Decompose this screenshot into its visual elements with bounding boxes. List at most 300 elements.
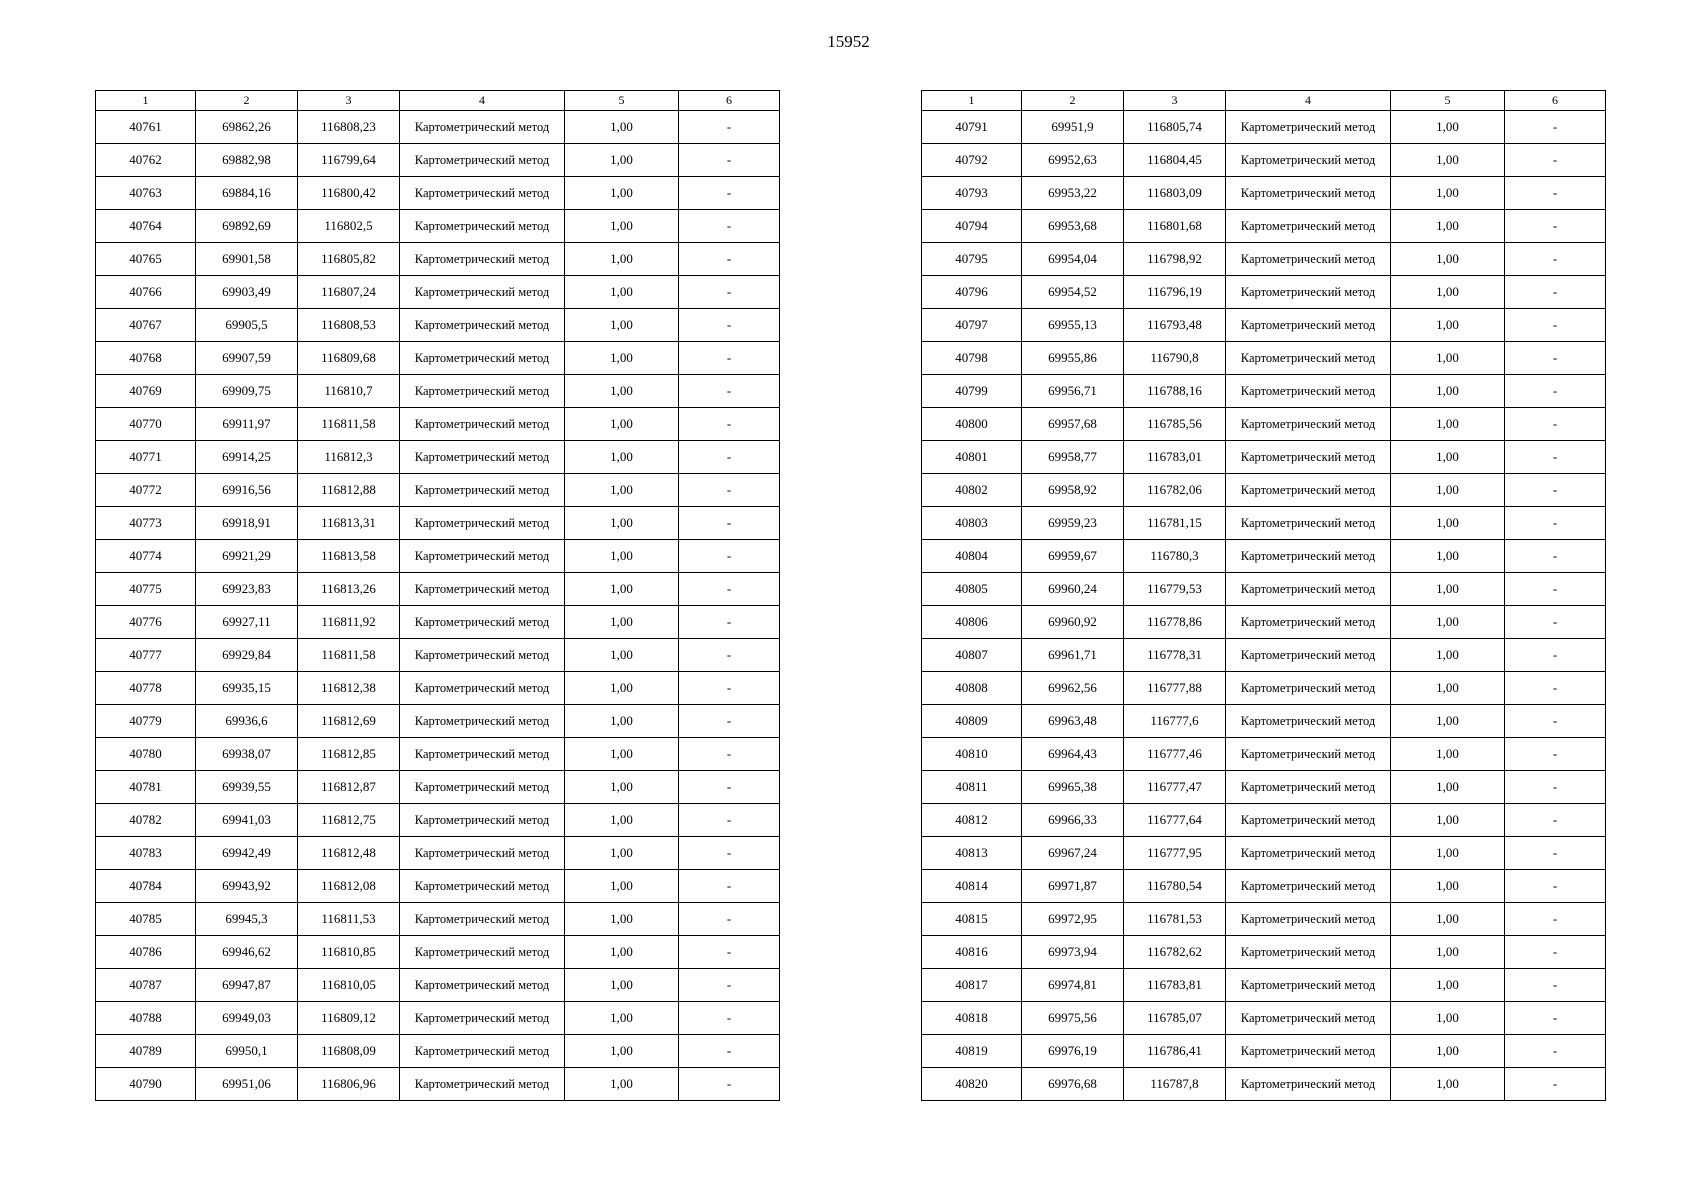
accuracy-cell: 1,00 <box>565 243 679 276</box>
point-number-cell: 40820 <box>922 1068 1022 1101</box>
page-number: 15952 <box>827 32 870 51</box>
table-row <box>922 1068 1606 1101</box>
table-row <box>922 177 1606 210</box>
point-number-cell: 40807 <box>922 639 1022 672</box>
x-coordinate-cell: 69952,63 <box>1022 144 1124 177</box>
method-cell: Картометрический метод <box>400 144 565 177</box>
y-coordinate-cell: 116799,64 <box>298 144 400 177</box>
note-cell: - <box>679 474 780 507</box>
y-coordinate-cell: 116811,58 <box>298 639 400 672</box>
table-row <box>922 573 1606 606</box>
x-coordinate-cell: 69965,38 <box>1022 771 1124 804</box>
table-row <box>922 111 1606 144</box>
table-row <box>96 309 780 342</box>
table-row <box>922 738 1606 771</box>
point-number-cell: 40795 <box>922 243 1022 276</box>
y-coordinate-cell: 116783,01 <box>1124 441 1226 474</box>
x-coordinate-cell: 69951,06 <box>196 1068 298 1101</box>
y-coordinate-cell: 116781,15 <box>1124 507 1226 540</box>
accuracy-cell: 1,00 <box>565 903 679 936</box>
method-cell: Картометрический метод <box>1226 507 1391 540</box>
table-row <box>96 903 780 936</box>
note-cell: - <box>679 1002 780 1035</box>
y-coordinate-cell: 116812,87 <box>298 771 400 804</box>
note-cell: - <box>679 903 780 936</box>
note-cell: - <box>1505 210 1606 243</box>
accuracy-cell: 1,00 <box>1391 1068 1505 1101</box>
accuracy-cell: 1,00 <box>1391 1035 1505 1068</box>
y-coordinate-cell: 116811,53 <box>298 903 400 936</box>
point-number-cell: 40805 <box>922 573 1022 606</box>
x-coordinate-cell: 69958,92 <box>1022 474 1124 507</box>
table-row <box>96 375 780 408</box>
accuracy-cell: 1,00 <box>565 1002 679 1035</box>
table-body <box>96 111 780 1101</box>
table-row <box>96 639 780 672</box>
accuracy-cell: 1,00 <box>565 771 679 804</box>
y-coordinate-cell: 116812,3 <box>298 441 400 474</box>
table-row <box>922 210 1606 243</box>
point-number-cell: 40810 <box>922 738 1022 771</box>
y-coordinate-cell: 116803,09 <box>1124 177 1226 210</box>
x-coordinate-cell: 69971,87 <box>1022 870 1124 903</box>
table-row <box>96 672 780 705</box>
y-coordinate-cell: 116790,8 <box>1124 342 1226 375</box>
point-number-cell: 40816 <box>922 936 1022 969</box>
note-cell: - <box>1505 243 1606 276</box>
note-cell: - <box>1505 903 1606 936</box>
note-cell: - <box>1505 936 1606 969</box>
x-coordinate-cell: 69921,29 <box>196 540 298 573</box>
accuracy-cell: 1,00 <box>565 672 679 705</box>
point-number-cell: 40798 <box>922 342 1022 375</box>
y-coordinate-cell: 116805,74 <box>1124 111 1226 144</box>
method-cell: Картометрический метод <box>1226 936 1391 969</box>
accuracy-cell: 1,00 <box>565 705 679 738</box>
method-cell: Картометрический метод <box>400 1068 565 1101</box>
note-cell: - <box>1505 177 1606 210</box>
method-cell: Картометрический метод <box>400 342 565 375</box>
y-coordinate-cell: 116813,26 <box>298 573 400 606</box>
point-number-cell: 40819 <box>922 1035 1022 1068</box>
table-row <box>96 573 780 606</box>
y-coordinate-cell: 116782,62 <box>1124 936 1226 969</box>
note-cell: - <box>679 969 780 1002</box>
note-cell: - <box>679 342 780 375</box>
method-cell: Картометрический метод <box>400 441 565 474</box>
note-cell: - <box>679 408 780 441</box>
note-cell: - <box>1505 705 1606 738</box>
point-number-cell: 40787 <box>96 969 196 1002</box>
table-row <box>96 342 780 375</box>
x-coordinate-cell: 69953,68 <box>1022 210 1124 243</box>
accuracy-cell: 1,00 <box>565 969 679 1002</box>
x-coordinate-cell: 69960,24 <box>1022 573 1124 606</box>
point-number-cell: 40790 <box>96 1068 196 1101</box>
x-coordinate-cell: 69963,48 <box>1022 705 1124 738</box>
table-row <box>96 804 780 837</box>
table-row <box>922 1035 1606 1068</box>
method-cell: Картометрический метод <box>1226 771 1391 804</box>
accuracy-cell: 1,00 <box>565 606 679 639</box>
x-coordinate-cell: 69946,62 <box>196 936 298 969</box>
table-row <box>96 705 780 738</box>
table-row <box>922 507 1606 540</box>
accuracy-cell: 1,00 <box>565 1068 679 1101</box>
x-coordinate-cell: 69959,23 <box>1022 507 1124 540</box>
y-coordinate-cell: 116808,09 <box>298 1035 400 1068</box>
x-coordinate-cell: 69882,98 <box>196 144 298 177</box>
y-coordinate-cell: 116812,08 <box>298 870 400 903</box>
x-coordinate-cell: 69955,13 <box>1022 309 1124 342</box>
table-row <box>96 210 780 243</box>
point-number-cell: 40772 <box>96 474 196 507</box>
column-header: 2 <box>1022 91 1124 111</box>
y-coordinate-cell: 116796,19 <box>1124 276 1226 309</box>
point-number-cell: 40802 <box>922 474 1022 507</box>
accuracy-cell: 1,00 <box>565 210 679 243</box>
table-row <box>922 804 1606 837</box>
x-coordinate-cell: 69927,11 <box>196 606 298 639</box>
x-coordinate-cell: 69976,19 <box>1022 1035 1124 1068</box>
accuracy-cell: 1,00 <box>1391 276 1505 309</box>
accuracy-cell: 1,00 <box>1391 606 1505 639</box>
note-cell: - <box>679 738 780 771</box>
accuracy-cell: 1,00 <box>565 111 679 144</box>
table-row <box>96 408 780 441</box>
note-cell: - <box>679 870 780 903</box>
table-row <box>96 177 780 210</box>
method-cell: Картометрический метод <box>400 474 565 507</box>
table-row <box>96 969 780 1002</box>
accuracy-cell: 1,00 <box>565 177 679 210</box>
note-cell: - <box>679 243 780 276</box>
accuracy-cell: 1,00 <box>565 474 679 507</box>
note-cell: - <box>679 540 780 573</box>
method-cell: Картометрический метод <box>1226 342 1391 375</box>
x-coordinate-cell: 69923,83 <box>196 573 298 606</box>
method-cell: Картометрический метод <box>1226 111 1391 144</box>
method-cell: Картометрический метод <box>1226 870 1391 903</box>
point-number-cell: 40766 <box>96 276 196 309</box>
point-number-cell: 40818 <box>922 1002 1022 1035</box>
accuracy-cell: 1,00 <box>1391 507 1505 540</box>
x-coordinate-cell: 69949,03 <box>196 1002 298 1035</box>
x-coordinate-cell: 69884,16 <box>196 177 298 210</box>
point-number-cell: 40785 <box>96 903 196 936</box>
x-coordinate-cell: 69862,26 <box>196 111 298 144</box>
method-cell: Картометрический метод <box>400 309 565 342</box>
accuracy-cell: 1,00 <box>565 375 679 408</box>
point-number-cell: 40817 <box>922 969 1022 1002</box>
note-cell: - <box>1505 969 1606 1002</box>
table-row <box>96 837 780 870</box>
table-row <box>96 243 780 276</box>
x-coordinate-cell: 69966,33 <box>1022 804 1124 837</box>
note-cell: - <box>1505 111 1606 144</box>
column-header: 6 <box>679 91 780 111</box>
y-coordinate-cell: 116777,88 <box>1124 672 1226 705</box>
x-coordinate-cell: 69935,15 <box>196 672 298 705</box>
point-number-cell: 40762 <box>96 144 196 177</box>
note-cell: - <box>679 936 780 969</box>
accuracy-cell: 1,00 <box>565 738 679 771</box>
method-cell: Картометрический метод <box>400 837 565 870</box>
y-coordinate-cell: 116813,31 <box>298 507 400 540</box>
note-cell: - <box>679 771 780 804</box>
point-number-cell: 40809 <box>922 705 1022 738</box>
x-coordinate-cell: 69975,56 <box>1022 1002 1124 1035</box>
accuracy-cell: 1,00 <box>1391 342 1505 375</box>
accuracy-cell: 1,00 <box>565 276 679 309</box>
table-row <box>96 474 780 507</box>
accuracy-cell: 1,00 <box>1391 474 1505 507</box>
x-coordinate-cell: 69943,92 <box>196 870 298 903</box>
accuracy-cell: 1,00 <box>565 144 679 177</box>
method-cell: Картометрический метод <box>1226 276 1391 309</box>
method-cell: Картометрический метод <box>400 672 565 705</box>
method-cell: Картометрический метод <box>400 639 565 672</box>
table-row <box>96 1068 780 1101</box>
method-cell: Картометрический метод <box>400 936 565 969</box>
method-cell: Картометрический метод <box>1226 309 1391 342</box>
table-row <box>96 936 780 969</box>
y-coordinate-cell: 116780,54 <box>1124 870 1226 903</box>
method-cell: Картометрический метод <box>400 375 565 408</box>
method-cell: Картометрический метод <box>1226 375 1391 408</box>
point-number-cell: 40773 <box>96 507 196 540</box>
x-coordinate-cell: 69960,92 <box>1022 606 1124 639</box>
table-row <box>922 342 1606 375</box>
x-coordinate-cell: 69967,24 <box>1022 837 1124 870</box>
column-header: 4 <box>400 91 565 111</box>
y-coordinate-cell: 116777,47 <box>1124 771 1226 804</box>
point-number-cell: 40761 <box>96 111 196 144</box>
method-cell: Картометрический метод <box>1226 969 1391 1002</box>
table-body <box>922 111 1606 1101</box>
accuracy-cell: 1,00 <box>1391 309 1505 342</box>
method-cell: Картометрический метод <box>1226 705 1391 738</box>
x-coordinate-cell: 69959,67 <box>1022 540 1124 573</box>
method-cell: Картометрический метод <box>400 210 565 243</box>
note-cell: - <box>679 144 780 177</box>
x-coordinate-cell: 69907,59 <box>196 342 298 375</box>
point-number-cell: 40783 <box>96 837 196 870</box>
y-coordinate-cell: 116812,88 <box>298 474 400 507</box>
y-coordinate-cell: 116787,8 <box>1124 1068 1226 1101</box>
y-coordinate-cell: 116777,64 <box>1124 804 1226 837</box>
method-cell: Картометрический метод <box>400 573 565 606</box>
point-number-cell: 40801 <box>922 441 1022 474</box>
method-cell: Картометрический метод <box>400 276 565 309</box>
note-cell: - <box>679 111 780 144</box>
note-cell: - <box>1505 1035 1606 1068</box>
accuracy-cell: 1,00 <box>1391 705 1505 738</box>
y-coordinate-cell: 116778,86 <box>1124 606 1226 639</box>
y-coordinate-cell: 116801,68 <box>1124 210 1226 243</box>
point-number-cell: 40799 <box>922 375 1022 408</box>
method-cell: Картометрический метод <box>1226 1068 1391 1101</box>
method-cell: Картометрический метод <box>400 738 565 771</box>
point-number-cell: 40812 <box>922 804 1022 837</box>
method-cell: Картометрический метод <box>400 111 565 144</box>
point-number-cell: 40784 <box>96 870 196 903</box>
method-cell: Картометрический метод <box>1226 210 1391 243</box>
method-cell: Картометрический метод <box>1226 408 1391 441</box>
point-number-cell: 40811 <box>922 771 1022 804</box>
note-cell: - <box>679 1068 780 1101</box>
note-cell: - <box>1505 309 1606 342</box>
y-coordinate-cell: 116777,6 <box>1124 705 1226 738</box>
coordinates-table-right <box>921 90 1606 1101</box>
x-coordinate-cell: 69911,97 <box>196 408 298 441</box>
x-coordinate-cell: 69939,55 <box>196 771 298 804</box>
table-row <box>922 1002 1606 1035</box>
note-cell: - <box>1505 738 1606 771</box>
accuracy-cell: 1,00 <box>565 804 679 837</box>
table-row <box>922 441 1606 474</box>
y-coordinate-cell: 116781,53 <box>1124 903 1226 936</box>
note-cell: - <box>679 837 780 870</box>
table-header-row <box>96 91 780 111</box>
accuracy-cell: 1,00 <box>1391 969 1505 1002</box>
table-row <box>922 969 1606 1002</box>
column-header: 3 <box>1124 91 1226 111</box>
method-cell: Картометрический метод <box>400 771 565 804</box>
y-coordinate-cell: 116779,53 <box>1124 573 1226 606</box>
note-cell: - <box>1505 342 1606 375</box>
y-coordinate-cell: 116788,16 <box>1124 375 1226 408</box>
point-number-cell: 40804 <box>922 540 1022 573</box>
accuracy-cell: 1,00 <box>565 408 679 441</box>
point-number-cell: 40765 <box>96 243 196 276</box>
accuracy-cell: 1,00 <box>1391 441 1505 474</box>
note-cell: - <box>1505 606 1606 639</box>
table-row <box>96 144 780 177</box>
y-coordinate-cell: 116804,45 <box>1124 144 1226 177</box>
y-coordinate-cell: 116785,56 <box>1124 408 1226 441</box>
method-cell: Картометрический метод <box>1226 540 1391 573</box>
table-row <box>922 705 1606 738</box>
x-coordinate-cell: 69973,94 <box>1022 936 1124 969</box>
point-number-cell: 40786 <box>96 936 196 969</box>
point-number-cell: 40793 <box>922 177 1022 210</box>
table-header-row <box>922 91 1606 111</box>
method-cell: Картометрический метод <box>1226 474 1391 507</box>
accuracy-cell: 1,00 <box>1391 738 1505 771</box>
x-coordinate-cell: 69955,86 <box>1022 342 1124 375</box>
method-cell: Картометрический метод <box>400 903 565 936</box>
point-number-cell: 40794 <box>922 210 1022 243</box>
accuracy-cell: 1,00 <box>1391 1002 1505 1035</box>
note-cell: - <box>1505 375 1606 408</box>
method-cell: Картометрический метод <box>1226 144 1391 177</box>
point-number-cell: 40775 <box>96 573 196 606</box>
x-coordinate-cell: 69951,9 <box>1022 111 1124 144</box>
point-number-cell: 40768 <box>96 342 196 375</box>
method-cell: Картометрический метод <box>400 606 565 639</box>
method-cell: Картометрический метод <box>400 507 565 540</box>
point-number-cell: 40792 <box>922 144 1022 177</box>
y-coordinate-cell: 116777,95 <box>1124 837 1226 870</box>
note-cell: - <box>1505 1002 1606 1035</box>
x-coordinate-cell: 69958,77 <box>1022 441 1124 474</box>
point-number-cell: 40796 <box>922 276 1022 309</box>
y-coordinate-cell: 116811,58 <box>298 408 400 441</box>
table-row <box>922 771 1606 804</box>
table-row <box>96 1035 780 1068</box>
note-cell: - <box>1505 573 1606 606</box>
y-coordinate-cell: 116777,46 <box>1124 738 1226 771</box>
y-coordinate-cell: 116800,42 <box>298 177 400 210</box>
note-cell: - <box>679 441 780 474</box>
y-coordinate-cell: 116808,53 <box>298 309 400 342</box>
note-cell: - <box>679 705 780 738</box>
column-header: 5 <box>565 91 679 111</box>
table-row <box>96 276 780 309</box>
method-cell: Картометрический метод <box>1226 639 1391 672</box>
point-number-cell: 40774 <box>96 540 196 573</box>
accuracy-cell: 1,00 <box>1391 870 1505 903</box>
y-coordinate-cell: 116813,58 <box>298 540 400 573</box>
note-cell: - <box>1505 870 1606 903</box>
y-coordinate-cell: 116809,12 <box>298 1002 400 1035</box>
accuracy-cell: 1,00 <box>1391 903 1505 936</box>
point-number-cell: 40778 <box>96 672 196 705</box>
table-row <box>922 243 1606 276</box>
table-row <box>96 606 780 639</box>
table-row <box>922 144 1606 177</box>
method-cell: Картометрический метод <box>400 243 565 276</box>
point-number-cell: 40770 <box>96 408 196 441</box>
y-coordinate-cell: 116783,81 <box>1124 969 1226 1002</box>
y-coordinate-cell: 116812,85 <box>298 738 400 771</box>
column-header: 6 <box>1505 91 1606 111</box>
y-coordinate-cell: 116778,31 <box>1124 639 1226 672</box>
method-cell: Картометрический метод <box>400 705 565 738</box>
point-number-cell: 40776 <box>96 606 196 639</box>
accuracy-cell: 1,00 <box>1391 639 1505 672</box>
note-cell: - <box>679 177 780 210</box>
table-row <box>922 936 1606 969</box>
x-coordinate-cell: 69954,04 <box>1022 243 1124 276</box>
note-cell: - <box>679 210 780 243</box>
x-coordinate-cell: 69938,07 <box>196 738 298 771</box>
y-coordinate-cell: 116810,7 <box>298 375 400 408</box>
y-coordinate-cell: 116806,96 <box>298 1068 400 1101</box>
point-number-cell: 40813 <box>922 837 1022 870</box>
note-cell: - <box>1505 1068 1606 1101</box>
x-coordinate-cell: 69950,1 <box>196 1035 298 1068</box>
accuracy-cell: 1,00 <box>1391 936 1505 969</box>
method-cell: Картометрический метод <box>1226 837 1391 870</box>
y-coordinate-cell: 116780,3 <box>1124 540 1226 573</box>
method-cell: Картометрический метод <box>1226 804 1391 837</box>
table-row <box>922 903 1606 936</box>
table-row <box>922 540 1606 573</box>
x-coordinate-cell: 69918,91 <box>196 507 298 540</box>
y-coordinate-cell: 116807,24 <box>298 276 400 309</box>
table-row <box>922 837 1606 870</box>
coordinates-table-left <box>95 90 780 1101</box>
y-coordinate-cell: 116805,82 <box>298 243 400 276</box>
point-number-cell: 40788 <box>96 1002 196 1035</box>
x-coordinate-cell: 69962,56 <box>1022 672 1124 705</box>
table-row <box>96 870 780 903</box>
point-number-cell: 40814 <box>922 870 1022 903</box>
x-coordinate-cell: 69964,43 <box>1022 738 1124 771</box>
method-cell: Картометрический метод <box>400 540 565 573</box>
